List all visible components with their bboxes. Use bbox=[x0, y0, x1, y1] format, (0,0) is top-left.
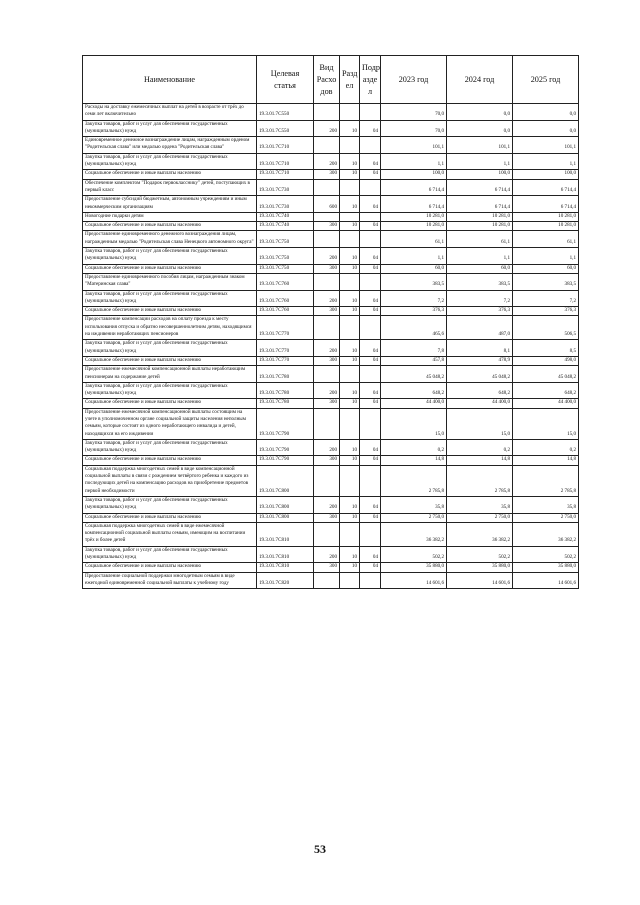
cell-section: 10 bbox=[340, 399, 360, 408]
cell-2023: 10 281,0 bbox=[381, 212, 447, 221]
cell-section bbox=[340, 212, 360, 221]
cell-expense-type bbox=[314, 273, 340, 290]
cell-2025: 6 714,4 bbox=[513, 179, 579, 196]
cell-section: 10 bbox=[340, 307, 360, 316]
cell-expense-type bbox=[314, 137, 340, 154]
cell-subsection: 04 bbox=[360, 340, 381, 357]
cell-name: Обеспечение комплектом "Подарок первокласснику" детей, поступающих в первый класс bbox=[83, 179, 257, 196]
cell-expense-type bbox=[314, 212, 340, 221]
cell-2024: 45 048,2 bbox=[447, 366, 513, 383]
cell-expense-type bbox=[314, 408, 340, 439]
cell-section: 10 bbox=[340, 290, 360, 307]
cell-expense-type: 600 bbox=[314, 196, 340, 213]
cell-expense-type: 200 bbox=[314, 248, 340, 265]
cell-section: 10 bbox=[340, 456, 360, 465]
cell-subsection: 04 bbox=[360, 307, 381, 316]
table-row bbox=[83, 212, 579, 221]
cell-name: Социальная поддержка многодетных семей в виде ежемесячной компенсационной социальной выплаты семьям, имеющим на воспитании трёх и более детей bbox=[83, 522, 257, 546]
cell-subsection bbox=[360, 316, 381, 340]
cell-2025: 383,5 bbox=[513, 273, 579, 290]
cell-2023: 7,8 bbox=[381, 340, 447, 357]
cell-subsection: 04 bbox=[360, 196, 381, 213]
cell-2025: 506,5 bbox=[513, 316, 579, 340]
cell-target: 19.3.01.7С800 bbox=[257, 513, 314, 522]
cell-2023: 6 714,4 bbox=[381, 196, 447, 213]
cell-name: Закупка товаров, работ и услуг для обеспечения государственных (муниципальных) нужд bbox=[83, 153, 257, 170]
cell-expense-type: 200 bbox=[314, 340, 340, 357]
cell-2025: 7,2 bbox=[513, 290, 579, 307]
cell-section bbox=[340, 316, 360, 340]
table-row bbox=[83, 456, 579, 465]
cell-name: Закупка товаров, работ и услуг для обеспечения государственных (муниципальных) нужд bbox=[83, 290, 257, 307]
table-row bbox=[83, 307, 579, 316]
cell-name: Закупка товаров, работ и услуг для обеспечения государственных (муниципальных) нужд bbox=[83, 496, 257, 513]
cell-target: 19.3.01.7С790 bbox=[257, 456, 314, 465]
cell-2025: 14,8 bbox=[513, 456, 579, 465]
cell-expense-type bbox=[314, 179, 340, 196]
cell-name: Социальное обеспечение и иные выплаты населению bbox=[83, 456, 257, 465]
cell-name: Предоставление компенсации расходов на оплату проезда к месту использования отпуска и обратно несовершеннолетним детям, находящимся на иждивении неработающих пенсионеров bbox=[83, 316, 257, 340]
cell-target: 19.3.01.7С750 bbox=[257, 248, 314, 265]
cell-name: Предоставление субсидий бюджетным, автономным учреждениям и иным некоммерческим организациям bbox=[83, 196, 257, 213]
cell-2025: 498,0 bbox=[513, 356, 579, 365]
cell-2023: 648,2 bbox=[381, 382, 447, 399]
cell-2023: 10 281,0 bbox=[381, 222, 447, 231]
cell-2024: 2 785,8 bbox=[447, 465, 513, 496]
table-row bbox=[83, 196, 579, 213]
cell-subsection: 04 bbox=[360, 382, 381, 399]
cell-2025: 101,1 bbox=[513, 137, 579, 154]
table-row bbox=[83, 399, 579, 408]
cell-section bbox=[340, 104, 360, 121]
header-expense-type: Вид Расхо дов bbox=[314, 56, 340, 104]
table-row bbox=[83, 408, 579, 439]
table-row bbox=[83, 222, 579, 231]
cell-2023: 376,3 bbox=[381, 307, 447, 316]
cell-target: 19.3.01.7С740 bbox=[257, 222, 314, 231]
cell-2024: 15,0 bbox=[447, 408, 513, 439]
cell-expense-type: 200 bbox=[314, 120, 340, 137]
cell-2024: 376,3 bbox=[447, 307, 513, 316]
cell-name: Социальное обеспечение и иные выплаты населению bbox=[83, 222, 257, 231]
cell-2024: 35 880,0 bbox=[447, 563, 513, 572]
cell-2025: 60,0 bbox=[513, 264, 579, 273]
cell-target: 19.3.01.7С770 bbox=[257, 356, 314, 365]
cell-2025: 502,2 bbox=[513, 546, 579, 563]
cell-expense-type bbox=[314, 522, 340, 546]
cell-section bbox=[340, 137, 360, 154]
header-2025: 2025 год bbox=[513, 56, 579, 104]
cell-subsection bbox=[360, 366, 381, 383]
cell-subsection: 04 bbox=[360, 456, 381, 465]
cell-2025: 648,2 bbox=[513, 382, 579, 399]
cell-2025: 2 750,0 bbox=[513, 513, 579, 522]
cell-target: 19.3.01.7С770 bbox=[257, 340, 314, 357]
cell-section bbox=[340, 366, 360, 383]
cell-expense-type bbox=[314, 465, 340, 496]
cell-expense-type bbox=[314, 231, 340, 248]
cell-target: 19.3.01.7С790 bbox=[257, 439, 314, 456]
cell-name: Социальная поддержка многодетных семей в виде компенсационной социальной выплаты в связи с рождением четвёртого ребенка и каждого из последующих детей на компенсацию расходов на приобретение предметов первой необходимости bbox=[83, 465, 257, 496]
cell-subsection: 04 bbox=[360, 264, 381, 273]
cell-section bbox=[340, 522, 360, 546]
cell-2025: 0,2 bbox=[513, 439, 579, 456]
table-row bbox=[83, 465, 579, 496]
cell-subsection: 04 bbox=[360, 439, 381, 456]
cell-target: 19.3.01.7С730 bbox=[257, 179, 314, 196]
cell-2023: 35 880,0 bbox=[381, 563, 447, 572]
cell-2023: 61,1 bbox=[381, 231, 447, 248]
cell-expense-type: 200 bbox=[314, 153, 340, 170]
cell-2025: 14 601,6 bbox=[513, 572, 579, 589]
cell-expense-type bbox=[314, 366, 340, 383]
cell-section bbox=[340, 231, 360, 248]
cell-name: Социальное обеспечение и иные выплаты населению bbox=[83, 170, 257, 179]
cell-target: 19.3.01.7С760 bbox=[257, 273, 314, 290]
cell-subsection: 04 bbox=[360, 248, 381, 265]
table-row bbox=[83, 120, 579, 137]
cell-2023: 7,2 bbox=[381, 290, 447, 307]
page-number: 53 bbox=[314, 842, 326, 856]
cell-expense-type bbox=[314, 316, 340, 340]
cell-2025: 15,0 bbox=[513, 408, 579, 439]
cell-2023: 70,0 bbox=[381, 104, 447, 121]
cell-name: Социальное обеспечение и иные выплаты населению bbox=[83, 513, 257, 522]
cell-expense-type: 200 bbox=[314, 546, 340, 563]
cell-expense-type bbox=[314, 104, 340, 121]
cell-2024: 44 400,0 bbox=[447, 399, 513, 408]
cell-2024: 6 714,4 bbox=[447, 196, 513, 213]
cell-expense-type: 300 bbox=[314, 456, 340, 465]
cell-section: 10 bbox=[340, 248, 360, 265]
cell-2023: 100,0 bbox=[381, 170, 447, 179]
table-row bbox=[83, 496, 579, 513]
cell-2024: 8,1 bbox=[447, 340, 513, 357]
cell-2025: 44 400,0 bbox=[513, 399, 579, 408]
cell-2023: 35,8 bbox=[381, 496, 447, 513]
cell-2025: 6 714,4 bbox=[513, 196, 579, 213]
table-row bbox=[83, 153, 579, 170]
cell-2023: 14 601,6 bbox=[381, 572, 447, 589]
cell-2023: 70,0 bbox=[381, 120, 447, 137]
cell-subsection: 04 bbox=[360, 222, 381, 231]
cell-target: 19.3.01.7С810 bbox=[257, 522, 314, 546]
cell-2023: 457,8 bbox=[381, 356, 447, 365]
cell-subsection bbox=[360, 104, 381, 121]
cell-2023: 15,0 bbox=[381, 408, 447, 439]
cell-2023: 2 750,0 bbox=[381, 513, 447, 522]
table-row bbox=[83, 439, 579, 456]
cell-2024: 10 281,0 bbox=[447, 222, 513, 231]
cell-2024: 383,5 bbox=[447, 273, 513, 290]
cell-subsection bbox=[360, 522, 381, 546]
cell-section: 10 bbox=[340, 153, 360, 170]
cell-subsection: 04 bbox=[360, 546, 381, 563]
cell-name: Предоставление единовременного денежного вознаграждения лицам, награжденным медалью "Родительская слава Ненецкого автономного округа" bbox=[83, 231, 257, 248]
cell-expense-type: 300 bbox=[314, 399, 340, 408]
cell-name: Социальное обеспечение и иные выплаты населению bbox=[83, 399, 257, 408]
cell-subsection bbox=[360, 465, 381, 496]
cell-target: 19.3.01.7С810 bbox=[257, 546, 314, 563]
cell-2023: 36 382,2 bbox=[381, 522, 447, 546]
cell-section: 10 bbox=[340, 563, 360, 572]
cell-section: 10 bbox=[340, 546, 360, 563]
cell-target: 19.3.01.7С710 bbox=[257, 170, 314, 179]
cell-subsection: 04 bbox=[360, 513, 381, 522]
cell-2025: 36 382,2 bbox=[513, 522, 579, 546]
cell-2024: 0,0 bbox=[447, 104, 513, 121]
cell-target: 19.3.01.7С820 bbox=[257, 572, 314, 589]
cell-expense-type: 300 bbox=[314, 222, 340, 231]
cell-2023: 383,5 bbox=[381, 273, 447, 290]
cell-target: 19.3.01.7С750 bbox=[257, 264, 314, 273]
cell-expense-type: 200 bbox=[314, 439, 340, 456]
cell-subsection bbox=[360, 137, 381, 154]
cell-2024: 0,0 bbox=[447, 120, 513, 137]
cell-target: 19.3.01.7С710 bbox=[257, 137, 314, 154]
cell-2024: 100,0 bbox=[447, 170, 513, 179]
header-2023: 2023 год bbox=[381, 56, 447, 104]
cell-2024: 648,2 bbox=[447, 382, 513, 399]
cell-section: 10 bbox=[340, 222, 360, 231]
table-row bbox=[83, 248, 579, 265]
cell-name: Социальное обеспечение и иные выплаты населению bbox=[83, 307, 257, 316]
table-row bbox=[83, 137, 579, 154]
cell-2025: 35 880,0 bbox=[513, 563, 579, 572]
cell-expense-type: 200 bbox=[314, 496, 340, 513]
cell-2023: 1,1 bbox=[381, 248, 447, 265]
cell-2024: 10 281,0 bbox=[447, 212, 513, 221]
cell-subsection bbox=[360, 572, 381, 589]
cell-target: 19.3.01.7С800 bbox=[257, 465, 314, 496]
table-row bbox=[83, 104, 579, 121]
cell-2025: 100,0 bbox=[513, 170, 579, 179]
cell-2023: 502,2 bbox=[381, 546, 447, 563]
cell-2024: 60,0 bbox=[447, 264, 513, 273]
cell-2024: 101,1 bbox=[447, 137, 513, 154]
cell-2024: 36 382,2 bbox=[447, 522, 513, 546]
cell-expense-type: 300 bbox=[314, 563, 340, 572]
cell-2025: 61,1 bbox=[513, 231, 579, 248]
cell-target: 19.3.01.7С790 bbox=[257, 408, 314, 439]
header-target: Целевая статья bbox=[257, 56, 314, 104]
cell-2025: 0,0 bbox=[513, 104, 579, 121]
cell-target: 19.3.01.7С730 bbox=[257, 196, 314, 213]
header-section: Разд ел bbox=[340, 56, 360, 104]
cell-2023: 465,6 bbox=[381, 316, 447, 340]
table-row bbox=[83, 382, 579, 399]
cell-target: 19.3.01.7С710 bbox=[257, 153, 314, 170]
cell-target: 19.3.01.7С740 bbox=[257, 212, 314, 221]
cell-section: 10 bbox=[340, 356, 360, 365]
cell-subsection: 04 bbox=[360, 120, 381, 137]
cell-expense-type: 300 bbox=[314, 307, 340, 316]
cell-target: 19.3.01.7С810 bbox=[257, 563, 314, 572]
cell-2023: 2 785,8 bbox=[381, 465, 447, 496]
cell-2023: 45 048,2 bbox=[381, 366, 447, 383]
cell-section bbox=[340, 465, 360, 496]
cell-target: 19.3.01.7С770 bbox=[257, 316, 314, 340]
cell-name: Социальное обеспечение и иные выплаты населению bbox=[83, 264, 257, 273]
cell-2024: 502,2 bbox=[447, 546, 513, 563]
cell-expense-type: 300 bbox=[314, 264, 340, 273]
table-row bbox=[83, 356, 579, 365]
cell-2024: 61,1 bbox=[447, 231, 513, 248]
cell-section: 10 bbox=[340, 170, 360, 179]
cell-subsection: 04 bbox=[360, 496, 381, 513]
cell-name: Закупка товаров, работ и услуг для обеспечения государственных (муниципальных) нужд bbox=[83, 546, 257, 563]
cell-2025: 10 281,0 bbox=[513, 212, 579, 221]
table-header-row bbox=[83, 56, 579, 104]
table-row bbox=[83, 572, 579, 589]
cell-2023: 60,0 bbox=[381, 264, 447, 273]
table-row bbox=[83, 290, 579, 307]
cell-2024: 487,0 bbox=[447, 316, 513, 340]
cell-2024: 2 750,0 bbox=[447, 513, 513, 522]
cell-target: 19.3.01.7С760 bbox=[257, 290, 314, 307]
cell-subsection bbox=[360, 408, 381, 439]
cell-section bbox=[340, 273, 360, 290]
cell-subsection bbox=[360, 273, 381, 290]
cell-subsection: 04 bbox=[360, 290, 381, 307]
cell-section: 10 bbox=[340, 120, 360, 137]
cell-2023: 6 714,4 bbox=[381, 179, 447, 196]
cell-2025: 2 785,8 bbox=[513, 465, 579, 496]
cell-2024: 14 601,6 bbox=[447, 572, 513, 589]
cell-subsection: 04 bbox=[360, 170, 381, 179]
cell-2024: 6 714,4 bbox=[447, 179, 513, 196]
cell-2025: 35,8 bbox=[513, 496, 579, 513]
cell-2024: 1,1 bbox=[447, 248, 513, 265]
cell-section bbox=[340, 408, 360, 439]
cell-2025: 1,1 bbox=[513, 248, 579, 265]
cell-target: 19.3.01.7С550 bbox=[257, 104, 314, 121]
cell-name: Предоставление ежемесячной компенсационной выплаты неработающим пенсионерам на содержание детей bbox=[83, 366, 257, 383]
table-row bbox=[83, 546, 579, 563]
cell-expense-type: 300 bbox=[314, 356, 340, 365]
cell-2025: 8,5 bbox=[513, 340, 579, 357]
cell-target: 19.3.01.7С780 bbox=[257, 366, 314, 383]
cell-expense-type: 300 bbox=[314, 170, 340, 179]
cell-name: Закупка товаров, работ и услуг для обеспечения государственных (муниципальных) нужд bbox=[83, 248, 257, 265]
budget-table bbox=[82, 55, 579, 589]
cell-section bbox=[340, 572, 360, 589]
cell-2023: 14,8 bbox=[381, 456, 447, 465]
cell-name: Предоставление ежемесячной компенсационной выплаты состоящим на учете в уполномоченном органе социальной защиты населения неполным семьям, которые состоят из одного неработающего инвалида и детей, находящихся на его иждивении bbox=[83, 408, 257, 439]
cell-name: Закупка товаров, работ и услуг для обеспечения государственных (муниципальных) нужд bbox=[83, 340, 257, 357]
cell-name: Закупка товаров, работ и услуг для обеспечения государственных (муниципальных) нужд bbox=[83, 120, 257, 137]
cell-target: 19.3.01.7С780 bbox=[257, 399, 314, 408]
cell-2025: 1,1 bbox=[513, 153, 579, 170]
cell-section: 10 bbox=[340, 439, 360, 456]
cell-2025: 0,0 bbox=[513, 120, 579, 137]
cell-name: Предоставление социальной поддержки многодетным семьям в виде ежегодной единовременной социальной выплаты к учебному году bbox=[83, 572, 257, 589]
cell-2024: 14,8 bbox=[447, 456, 513, 465]
cell-name: Новогодние подарки детям bbox=[83, 212, 257, 221]
cell-section: 10 bbox=[340, 513, 360, 522]
cell-subsection: 04 bbox=[360, 399, 381, 408]
table-row bbox=[83, 170, 579, 179]
cell-section: 10 bbox=[340, 340, 360, 357]
cell-target: 19.3.01.7С800 bbox=[257, 496, 314, 513]
cell-subsection: 04 bbox=[360, 563, 381, 572]
table-row bbox=[83, 179, 579, 196]
table-row bbox=[83, 366, 579, 383]
table-row bbox=[83, 264, 579, 273]
cell-2023: 101,1 bbox=[381, 137, 447, 154]
cell-subsection: 04 bbox=[360, 153, 381, 170]
table-row bbox=[83, 340, 579, 357]
cell-2023: 1,1 bbox=[381, 153, 447, 170]
cell-section: 10 bbox=[340, 382, 360, 399]
cell-target: 19.3.01.7С550 bbox=[257, 120, 314, 137]
cell-2023: 0,2 bbox=[381, 439, 447, 456]
cell-expense-type: 200 bbox=[314, 382, 340, 399]
cell-name: Предоставление единовременного пособия лицам, награжденным знаком "Материнская слава" bbox=[83, 273, 257, 290]
cell-target: 19.3.01.7С780 bbox=[257, 382, 314, 399]
table-row bbox=[83, 231, 579, 248]
cell-section: 10 bbox=[340, 196, 360, 213]
header-name: Наименование bbox=[83, 56, 257, 104]
cell-target: 19.3.01.7С750 bbox=[257, 231, 314, 248]
cell-2023: 44 400,0 bbox=[381, 399, 447, 408]
cell-name: Закупка товаров, работ и услуг для обеспечения государственных (муниципальных) нужд bbox=[83, 382, 257, 399]
table-row bbox=[83, 563, 579, 572]
cell-2024: 0,2 bbox=[447, 439, 513, 456]
table-row bbox=[83, 273, 579, 290]
cell-name: Единовременное денежное вознаграждение лицам, награжденным орденом "Родительская слава" или медалью ордена "Родительская слава" bbox=[83, 137, 257, 154]
cell-subsection bbox=[360, 212, 381, 221]
cell-name: Социальное обеспечение и иные выплаты населению bbox=[83, 563, 257, 572]
cell-2024: 7,2 bbox=[447, 290, 513, 307]
cell-2025: 45 048,2 bbox=[513, 366, 579, 383]
cell-subsection bbox=[360, 179, 381, 196]
cell-name: Расходы на доставку ежемесячных выплат на детей в возрасте от трёх до семи лет включительно bbox=[83, 104, 257, 121]
header-subsection: Подр азде л bbox=[360, 56, 381, 104]
cell-subsection bbox=[360, 231, 381, 248]
cell-2025: 10 281,0 bbox=[513, 222, 579, 231]
cell-section: 10 bbox=[340, 496, 360, 513]
cell-2024: 478,9 bbox=[447, 356, 513, 365]
table-row bbox=[83, 522, 579, 546]
header-2024: 2024 год bbox=[447, 56, 513, 104]
cell-2024: 1,1 bbox=[447, 153, 513, 170]
cell-section: 10 bbox=[340, 264, 360, 273]
cell-2025: 376,3 bbox=[513, 307, 579, 316]
cell-subsection: 04 bbox=[360, 356, 381, 365]
cell-2024: 35,8 bbox=[447, 496, 513, 513]
cell-expense-type bbox=[314, 572, 340, 589]
cell-section bbox=[340, 179, 360, 196]
cell-name: Социальное обеспечение и иные выплаты населению bbox=[83, 356, 257, 365]
cell-target: 19.3.01.7С760 bbox=[257, 307, 314, 316]
cell-name: Закупка товаров, работ и услуг для обеспечения государственных (муниципальных) нужд bbox=[83, 439, 257, 456]
table-row bbox=[83, 513, 579, 522]
cell-expense-type: 300 bbox=[314, 513, 340, 522]
table-row bbox=[83, 316, 579, 340]
cell-expense-type: 200 bbox=[314, 290, 340, 307]
